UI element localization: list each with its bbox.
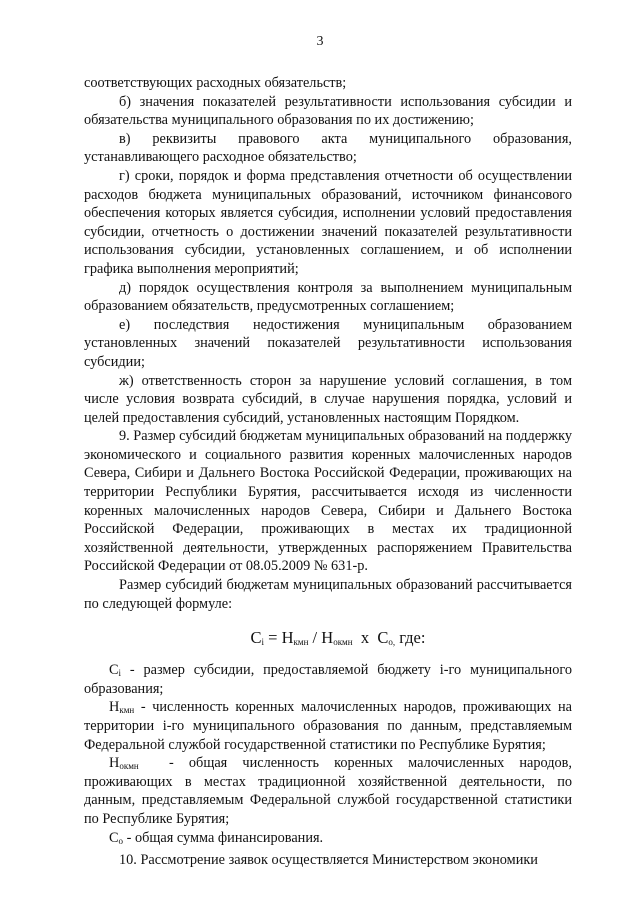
formula-divide: / <box>308 628 322 648</box>
definition-symbol: С <box>109 662 119 679</box>
definition-symbol: С <box>109 829 119 846</box>
definition-symbol-sub: i <box>118 668 122 679</box>
formula-co: С <box>377 628 389 648</box>
paragraph-formula-intro: Размер субсидий бюджетам муниципальных образований рассчитывается по следующей формуле: <box>84 577 572 612</box>
definition-nkmn <box>84 698 572 754</box>
subsidy-formula <box>84 627 572 649</box>
formula-nokmn: Н <box>321 628 334 648</box>
formula-nokmn-sub: окмн <box>333 637 353 648</box>
page-number: 3 <box>316 34 324 49</box>
formula-ci-sub: i <box>261 637 265 648</box>
definition-text: - численность коренных малочисленных народов, проживающих на территории i-го муниципального образования по данным, представляемым Федеральной службой государственной статистики по Республике Бурятия; <box>84 699 572 753</box>
definition-symbol: Н <box>109 699 120 716</box>
document-body <box>84 74 576 870</box>
definition-co <box>84 829 572 848</box>
formula-times: х <box>352 628 378 648</box>
formula-nkmn-sub: кмн <box>293 637 309 648</box>
definition-text: - размер субсидии, предоставляемой бюджету i-го муниципального образования; <box>84 662 572 697</box>
formula-equals: = <box>264 628 282 648</box>
formula-co-sub: о, <box>388 637 396 648</box>
definition-text: - общая численность коренных малочисленных народов, проживающих в местах традиционной хозяйственной деятельности, по данным, представляемым Федеральной службой государственной статистики по Республике Бурятия; <box>84 755 576 827</box>
formula-where: где: <box>395 628 426 648</box>
definition-symbol-sub: о <box>118 835 124 846</box>
paragraph-continuation: соответствующих расходных обязательств; <box>84 75 347 91</box>
formula-nkmn: Н <box>281 628 294 648</box>
paragraph-item-v: в) реквизиты правового акта муниципального образования, устанавливающего расходное обязательство; <box>84 130 572 166</box>
paragraph-item-zh: ж) ответственность сторон за нарушение условий соглашения, в том числе условия возврата субсидий, в случае нарушения порядка, условий и целей предоставления субсидий, установленных настоящим Порядком. <box>84 372 572 426</box>
formula-ci: С <box>250 628 262 648</box>
definition-symbol-sub: кмн <box>119 705 135 716</box>
paragraph-10: 10. Рассмотрение заявок осуществляется Министерством экономики <box>119 852 538 869</box>
paragraph-item-b: б) значения показателей результативности использования субсидии и обязательства муниципального образования по их достижению; <box>84 93 572 129</box>
paragraph-item-d: д) порядок осуществления контроля за выполнением муниципальным образованием обязательств, предусмотренных соглашением; <box>84 279 572 315</box>
definition-text: - общая сумма финансирования. <box>123 829 324 846</box>
paragraph-item-g: г) сроки, порядок и форма представления отчетности об осуществлении расходов бюджета муниципальных образований, источником финансового обеспечения которых является субсидия, исполнении условий предоставления субсидии, отчетность о достижении значений показателей результативности использования субсидии, установленных соглашением, и об исполнении графика выполнения мероприятий; <box>84 167 572 277</box>
definition-ci <box>84 661 572 698</box>
definition-nokmn <box>84 754 576 828</box>
definition-symbol: Н <box>109 755 120 772</box>
paragraph-item-e: е) последствия недостижения муниципальным образованием установленных значений показателей результативности использования субсидии; <box>84 316 572 370</box>
definition-symbol-sub: окмн <box>119 761 139 772</box>
paragraph-9: 9. Размер субсидий бюджетам муниципальных образований на поддержку экономического и социального развития коренных малочисленных народов Севера, Сибири и Дальнего Востока Российской Федерации, проживающих на территории Республики Бурятия, рассчитывается исходя из численности коренных малочисленных народов Севера, Сибири и Дальнего Востока Российской Федерации, проживающих в местах их традиционной хозяйственной деятельности, утвержденных распоряжением Правительства Российской Федерации от 08.05.2009 № 631-р. <box>84 428 573 575</box>
